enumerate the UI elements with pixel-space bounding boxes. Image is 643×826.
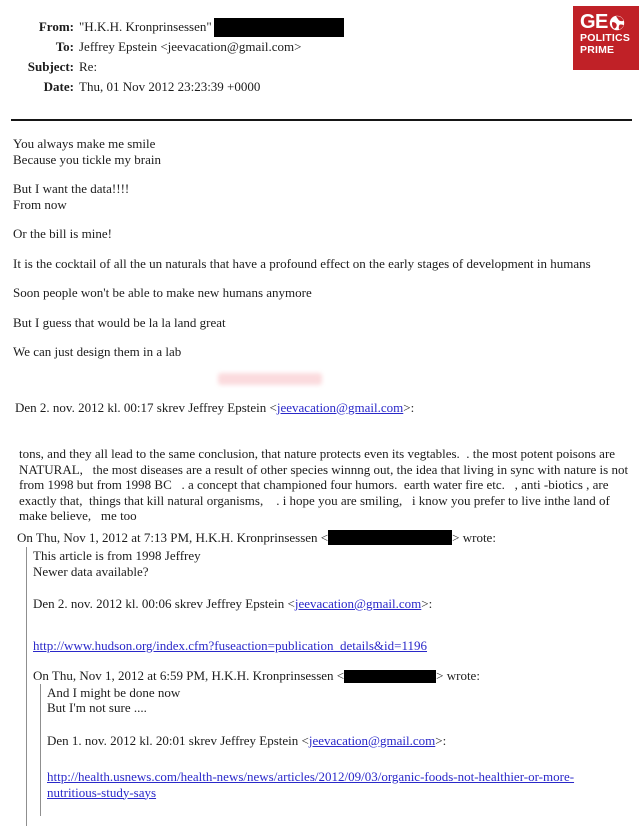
- redaction-box: [328, 530, 452, 545]
- body-paragraph: [13, 285, 631, 301]
- from-name: "H.K.H. Kronprinsessen": [79, 19, 212, 34]
- body-line: Soon people won't be able to make new humans anymore: [13, 285, 312, 300]
- header-subject-row: [13, 57, 631, 77]
- logo-ge-text: GE: [580, 11, 608, 33]
- watermark-smudge: [218, 373, 322, 385]
- quote-intro-0006: [33, 596, 631, 612]
- redaction-box: [214, 18, 344, 37]
- email-header: [13, 17, 631, 97]
- usnews-link-line: [47, 769, 603, 800]
- quote-header-713pm: [17, 530, 631, 546]
- quote-line: And I might be done now: [47, 684, 181, 700]
- quote-intro-text: Den 2. nov. 2012 kl. 00:06 skrev Jeffrey Epstein <: [33, 596, 295, 612]
- quote-header-suffix: > wrote:: [452, 529, 496, 545]
- quote-intro-text: Den 2. nov. 2012 kl. 00:17 skrev Jeffrey Epstein <: [15, 399, 277, 415]
- header-from-row: [13, 17, 631, 37]
- body-paragraph: [13, 181, 631, 212]
- quote-intro-suffix: >:: [421, 596, 433, 612]
- quoted-epstein-paragraph: tons, and they all lead to the same conclusion, that nature protects even its vegtables. . the most potent poisons are NATURAL, the most diseases are a result of other species winnng out, the idea that living in sync with nature is not from 1998 but from 1998 BC . a concept that championed four humors. earth water fire etc. , anti -biotics , are exactly that, things that kill natural organisms, . i hope you are smiling, i know you prefer to live inthe land of make believe, me too: [19, 446, 632, 523]
- body-paragraph: [13, 315, 631, 331]
- body-line: We can just design them in a lab: [13, 344, 182, 359]
- body-line: You always make me smile: [13, 136, 156, 151]
- subject-value: Re:: [79, 59, 98, 74]
- body-paragraph: [13, 136, 631, 167]
- quote-header-text: On Thu, Nov 1, 2012 at 6:59 PM, H.K.H. Kronprinsessen <: [33, 668, 345, 684]
- redaction-box: [344, 670, 436, 683]
- subject-label: Subject:: [27, 59, 74, 74]
- quote-line: This article is from 1998 Jeffrey: [33, 548, 201, 564]
- quote-intro-2001: [47, 733, 631, 749]
- globe-icon: [609, 15, 625, 31]
- email-body: [13, 136, 631, 360]
- usnews-article-link[interactable]: http://health.usnews.com/health-news/news/articles/2012/09/03/organic-foods-not-healthier-or-more-nutritious-study-says: [47, 769, 575, 800]
- logo-geo-line: [580, 13, 639, 32]
- header-divider: [11, 119, 632, 121]
- body-paragraph: [13, 344, 631, 360]
- date-label: Date:: [43, 79, 74, 94]
- geopolitics-prime-logo: [573, 6, 639, 70]
- body-line: It is the cocktail of all the un naturals that have a profound effect on the early stages of development in humans: [13, 255, 591, 271]
- hudson-link-line: [33, 638, 631, 654]
- header-to-row: [13, 37, 631, 57]
- from-value: [79, 17, 344, 37]
- quote-intro-suffix: >:: [435, 732, 447, 748]
- to-value: Jeffrey Epstein <jeevacation@gmail.com>: [79, 39, 302, 54]
- date-value: Thu, 01 Nov 2012 23:23:39 +0000: [79, 79, 261, 94]
- email-address-link[interactable]: jeevacation@gmail.com: [294, 596, 422, 612]
- quote-intro-0017: [15, 400, 631, 416]
- to-label: To:: [55, 39, 74, 54]
- quote-intro-text: Den 1. nov. 2012 kl. 20:01 skrev Jeffrey Epstein <: [47, 732, 309, 748]
- email-address-link[interactable]: jeevacation@gmail.com: [308, 732, 436, 748]
- logo-prime-text: PRIME: [580, 44, 615, 56]
- quote-level-2: [40, 684, 631, 817]
- quote-level-1: [26, 547, 631, 826]
- quote-header-659pm: [33, 668, 631, 684]
- quote-line: Newer data available?: [33, 563, 149, 579]
- quote-header-suffix: > wrote:: [436, 668, 480, 684]
- quote-intro-suffix: >:: [403, 399, 415, 415]
- body-line: From now: [13, 196, 67, 212]
- body-line: Because you tickle my brain: [13, 151, 162, 167]
- body-paragraph: [13, 226, 631, 242]
- quote-line: But I'm not sure ....: [47, 700, 147, 716]
- logo-politics-text: POLITICS: [580, 32, 631, 44]
- quote-header-text: On Thu, Nov 1, 2012 at 7:13 PM, H.K.H. Kronprinsessen <: [17, 529, 329, 545]
- body-line: But I guess that would be la la land great: [13, 314, 226, 330]
- body-paragraph: [13, 256, 631, 272]
- email-address-link[interactable]: jeevacation@gmail.com: [276, 399, 404, 415]
- body-line: Or the bill is mine!: [13, 226, 112, 241]
- body-line: But I want the data!!!!: [13, 181, 130, 196]
- header-date-row: [13, 77, 631, 97]
- from-label: From:: [38, 19, 74, 34]
- hudson-article-link[interactable]: http://www.hudson.org/index.cfm?fuseaction=publication_details&id=1196: [33, 637, 428, 653]
